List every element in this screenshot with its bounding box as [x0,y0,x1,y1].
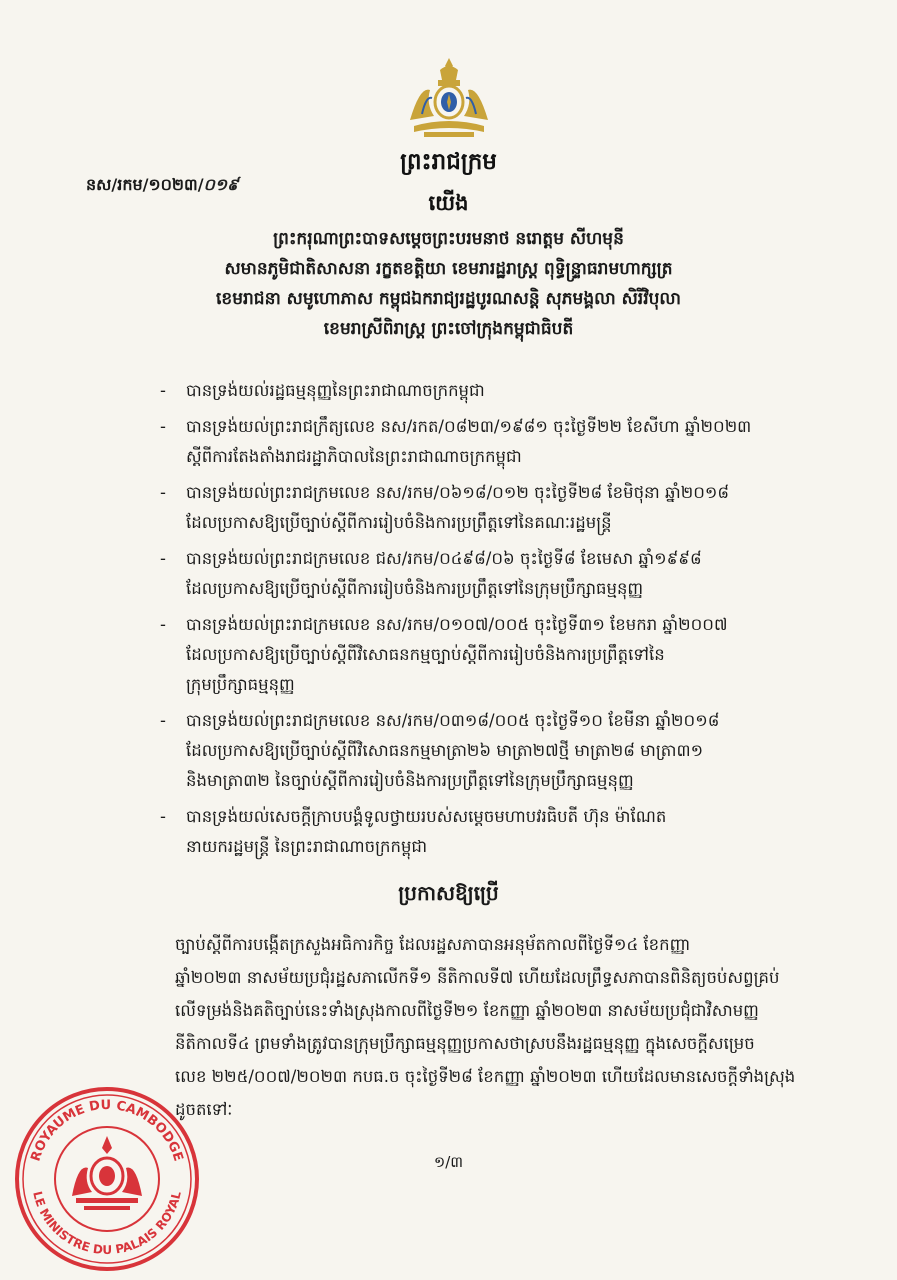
page-number: ១/៣ [433,1153,464,1171]
list-item: - បានទ្រង់យល់រដ្ឋធម្មនុញ្ញនៃព្រះរាជាណាចក្រកម្ពុជា [160,381,485,400]
list-item: - បានទ្រង់យល់ព្រះរាជក្រឹត្យលេខ នស/រកត/០៨២៣/១៩៨១ ចុះថ្ងៃទី២២ ខែសីហា ឆ្នាំ២០២៣ ស្តីពីការតែងតាំងរាជរដ្ឋាភិបាលនៃព្រះរាជាណាចក្រកម្ពុជា [160,417,752,466]
list-item: - បានទ្រង់យល់ព្រះរាជក្រមលេខ ជស/រកម/០៤៩៨/០៦ ចុះថ្ងៃទី៨ ខែមេសា ឆ្នាំ១៩៩៨ ដែលប្រកាសឱ្យប្រើច្បាប់ស្តីពីការរៀបចំនិងការប្រព្រឹត្តទៅនៃក្រុមប្រឹក្សាធម្មនុញ្ញ [160,549,702,598]
list-item: - បានទ្រង់យល់សេចក្តីក្រាបបង្គំទូលថ្វាយរបស់សម្តេចមហាបវរធិបតី ហ៊ុន ម៉ាណែត នាយករដ្ឋមន្ត្រី នៃព្រះរាជាណាចក្រកម្ពុជា [160,807,667,856]
considerations-list [160,376,800,868]
list-item: - បានទ្រង់យល់ព្រះរាជក្រមលេខ នស/រកម/០៦១៨/០១២ ចុះថ្ងៃទី២៨ ខែមិថុនា ឆ្នាំ២០១៨ ដែលប្រកាសឱ្យប្រើច្បាប់ស្តីពីការរៀបចំនិងការប្រព្រឹត្តទៅនៃគណៈរដ្ឋមន្ត្រី [160,483,730,532]
svg-text:ROYAUME DU CAMBODGE: ROYAUME DU CAMBODGE [28,1097,186,1164]
promulgation-paragraph [175,928,803,1126]
king-title-line-2: សមានភូមិជាតិសាសនា រក្ខតខត្តិយា ខេមរារដ្ឋរាស្ត្រ ពុទ្ធិន្ទ្រាធរាមហាក្សត្រ [224,259,673,279]
list-item: - បានទ្រង់យល់ព្រះរាជក្រមលេខ នស/រកម/០១០៧/០០៥ ចុះថ្ងៃទី៣១ ខែមករា ឆ្នាំ២០០៧ ដែលប្រកាសឱ្យប្រើច្បាប់ស្តីពីវិសោធនកម្មច្បាប់ស្តីពីការរៀបចំនិងការប្រព្រឹត្តទៅនៃ ក្រុមប្រឹក្សាធម្មនុញ្ញ [160,615,728,694]
reference-prefix: នស/រកម/១០២៣/ [86,175,204,194]
section-heading: ប្រកាសឱ្យប្រើ [398,881,499,905]
king-title-line-3: ខេមរាជនា សមូហោភាស កម្ពុជឯករាជ្យរដ្ឋបូរណសន្តិ សុភមង្គលា សិរីវិបុលា [216,289,681,309]
paragraph-text: ច្បាប់ស្តីពីការបង្កើតក្រសួងអធិការកិច្ច ដែលរដ្ឋសភាបានអនុម័តកាលពីថ្ងៃទី១៤ ខែកញ្ញា ឆ្នាំ២០២៣ នាសម័យប្រជុំរដ្ឋសភាលើកទី១ នីតិកាលទី៧ ហើយដែលព្រឹទ្ធសភាបានពិនិត្យចប់សព្វគ្រប់ លើទម្រង់និងគតិច្បាប់នេះទាំងស្រុងកាលពីថ្ងៃទី២១ ខែកញ្ញា ឆ្នាំ២០២៣ នាសម័យប្រជុំជាវិសាមញ្ញ នីតិកាលទី៤ ព្រមទាំងត្រូវបានក្រុមប្រឹក្សាធម្មនុញ្ញប្រកាសថាស្របនឹងរដ្ឋធម្មនុញ្ញ ក្នុងសេចក្តីសម្រេច លេខ ២២៥/០០៧/២០២៣ កបធ.ច ចុះថ្ងៃទី២៨ ខែកញ្ញា ឆ្នាំ២០២៣ ហើយដែលមានសេចក្តីទាំងស្រុង ដូចតទៅៈ [175,935,796,1119]
royal-palace-seal-icon [12,1084,202,1274]
king-title-line-4: ខេមរាស្រីពិរាស្ត្រ ព្រះចៅក្រុងកម្ពុជាធិបតី [323,319,574,339]
document-title: ព្រះរាជក្រម [400,149,497,175]
royal-coat-of-arms-icon [400,56,498,140]
king-title-line-1: ព្រះករុណាព្រះបាទសម្តេចព្រះបរមនាថ នរោត្តម សីហមុនី [273,229,624,249]
list-item: - បានទ្រង់យល់ព្រះរាជក្រមលេខ នស/រកម/០៣១៨/០០៥ ចុះថ្ងៃទី១០ ខែមីនា ឆ្នាំ២០១៨ ដែលប្រកាសឱ្យប្រើច្បាប់ស្តីពីវិសោធនកម្មមាត្រា២៦ មាត្រា២៧ថ្មី មាត្រា២៨ មាត្រា៣១ និងមាត្រា៣២ នៃច្បាប់ស្តីពីការរៀបចំនិងការប្រព្រឹត្តទៅនៃក្រុមប្រឹក្សាធម្មនុញ្ញ [160,711,720,790]
reference-handwritten-number: ០១៩ [203,175,239,194]
we-heading: យើង [428,191,469,215]
svg-text:LE MINISTRE DU PALAIS ROYAL: LE MINISTRE DU PALAIS ROYAL [30,1189,184,1258]
